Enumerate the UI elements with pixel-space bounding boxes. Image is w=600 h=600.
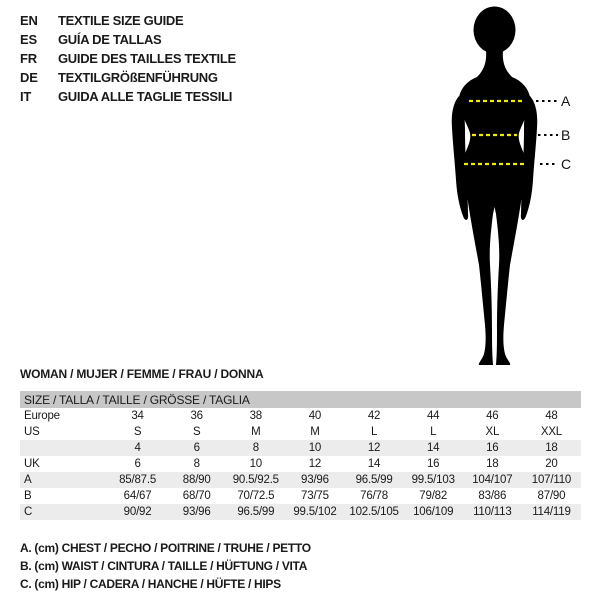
cell: 96.5/99 xyxy=(237,506,275,518)
row-label: C xyxy=(24,506,33,518)
cell: 73/75 xyxy=(301,490,329,502)
table-row-waist xyxy=(20,488,581,504)
cell: 114/119 xyxy=(532,506,571,518)
cell: 64/67 xyxy=(123,490,152,502)
cell: 6 xyxy=(134,458,141,470)
cell: 93/96 xyxy=(182,506,211,518)
cell: 10 xyxy=(308,442,322,454)
cell: 44 xyxy=(426,410,440,422)
language-row-es xyxy=(20,30,236,49)
cell: S xyxy=(133,426,142,438)
legend-chest: A. (cm) CHEST / PECHO / POITRINE / TRUHE / PETTO xyxy=(20,541,311,555)
cell: 34 xyxy=(131,410,144,422)
cell: 96.5/99 xyxy=(355,474,393,486)
cell: 104/107 xyxy=(472,474,513,486)
marker-label-c: C xyxy=(561,156,572,172)
cell: 107/110 xyxy=(531,474,572,486)
cell: 76/78 xyxy=(360,490,388,502)
language-code: ES xyxy=(20,32,37,47)
cell: XXL xyxy=(540,426,562,438)
language-code: IT xyxy=(20,89,32,104)
cell: 20 xyxy=(545,458,558,470)
language-title: TEXTILGRÖßENFÜHRUNG xyxy=(58,70,218,85)
table-header: SIZE / TALLA / TAILLE / GRÖSSE / TAGLIA xyxy=(20,391,581,408)
language-row-en xyxy=(20,11,236,30)
cell: 14 xyxy=(426,442,440,454)
cell: 10 xyxy=(249,458,263,470)
cell: 4 xyxy=(134,442,141,454)
cell: 88/90 xyxy=(182,474,211,486)
cell: 18 xyxy=(486,458,499,470)
cell: 8 xyxy=(252,442,259,454)
cell: 8 xyxy=(193,458,200,470)
marker-label-b: B xyxy=(561,127,571,143)
cell: 110/113 xyxy=(473,506,512,518)
language-row-de xyxy=(20,68,236,87)
cell: 106/109 xyxy=(413,506,454,518)
cell: 18 xyxy=(545,442,558,454)
cell: 99.5/102 xyxy=(293,506,337,518)
table-row-chest xyxy=(20,472,581,488)
language-code: FR xyxy=(20,51,37,66)
cell: 6 xyxy=(193,442,200,454)
cell: 48 xyxy=(545,410,558,422)
cell: XL xyxy=(485,426,500,438)
row-label: Europe xyxy=(24,410,60,422)
cell: M xyxy=(251,426,261,438)
language-title: GUIDA ALLE TAGLIE TESSILI xyxy=(58,89,233,104)
size-table xyxy=(20,391,581,520)
legend-hip: C. (cm) HIP / CADERA / HANCHE / HÜFTE / HIPS xyxy=(20,577,281,591)
language-row-fr xyxy=(20,49,236,68)
cell: 102.5/105 xyxy=(349,506,399,518)
woman-silhouette-icon xyxy=(420,0,600,370)
language-title: GUIDE DES TAILLES TEXTILE xyxy=(58,51,236,66)
cell: 46 xyxy=(486,410,499,422)
cell: 68/70 xyxy=(182,490,211,502)
row-label: US xyxy=(24,426,40,438)
cell: 12 xyxy=(308,458,322,470)
table-header-row xyxy=(20,391,581,408)
cell: L xyxy=(370,426,378,438)
cell: 90.5/92.5 xyxy=(232,474,279,486)
cell: 99.5/103 xyxy=(411,474,455,486)
cell: L xyxy=(430,426,437,438)
table-row-europe xyxy=(20,408,581,424)
row-label xyxy=(20,440,108,456)
table-title: WOMAN / MUJER / FEMME / FRAU / DONNA xyxy=(20,367,264,381)
cell: M xyxy=(310,426,320,438)
cell: 12 xyxy=(367,442,381,454)
body-measurement-figure xyxy=(420,0,600,370)
row-label: A xyxy=(24,474,32,486)
row-label: B xyxy=(24,490,32,502)
cell: 36 xyxy=(190,410,203,422)
cell: 38 xyxy=(249,410,263,422)
table-row-numeric xyxy=(20,440,581,456)
row-label: UK xyxy=(24,458,40,470)
language-code: EN xyxy=(20,13,38,28)
cell: 70/72.5 xyxy=(237,490,275,502)
cell: S xyxy=(192,426,201,438)
cell: 79/82 xyxy=(419,490,448,502)
language-title: GUÍA DE TALLAS xyxy=(58,32,162,47)
legend-waist: B. (cm) WAIST / CINTURA / TAILLE / HÜFTUNG / VITA xyxy=(20,559,308,573)
cell: 40 xyxy=(308,410,322,422)
table-row-uk xyxy=(20,456,581,472)
table-row-hip xyxy=(20,504,581,520)
cell: 85/87.5 xyxy=(119,474,157,486)
language-code: DE xyxy=(20,70,38,85)
cell: 14 xyxy=(367,458,381,470)
measurement-legend xyxy=(20,541,311,595)
marker-label-a: A xyxy=(561,93,571,109)
cell: 16 xyxy=(426,458,440,470)
language-list xyxy=(20,11,236,106)
cell: 42 xyxy=(367,410,381,422)
table-row-us xyxy=(20,424,581,440)
cell: 16 xyxy=(486,442,499,454)
cell: 83/86 xyxy=(478,490,507,502)
language-title: TEXTILE SIZE GUIDE xyxy=(58,13,184,28)
cell: 90/92 xyxy=(123,506,152,518)
cell: 93/96 xyxy=(301,474,329,486)
language-row-it xyxy=(20,87,236,106)
cell: 87/90 xyxy=(537,490,566,502)
